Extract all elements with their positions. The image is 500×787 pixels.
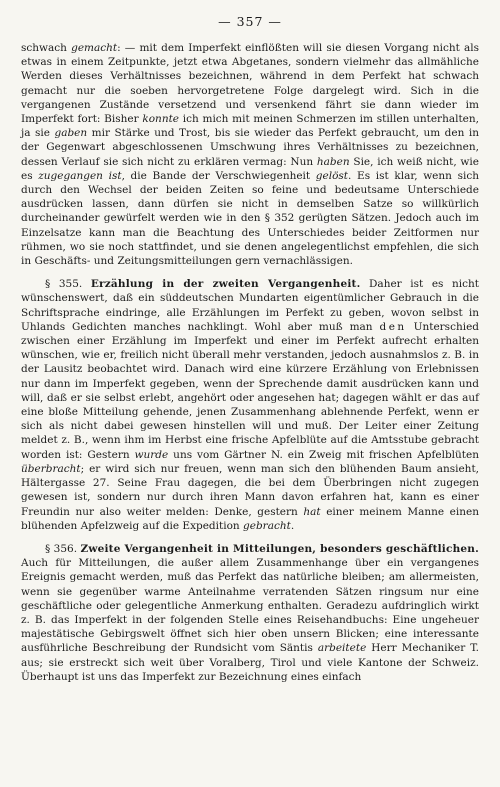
paragraph-section-355: [21, 277, 479, 533]
emphasis-text: arbeitete: [317, 642, 367, 655]
emphasis-text: wurde: [134, 448, 169, 461]
text-run: § 356.: [45, 542, 81, 555]
text-run: ich mich mit meinen Schmerzen im stillen unterhalten, ja sie: [21, 113, 479, 140]
emphasis-text: konnte: [142, 113, 180, 126]
text-run: .: [290, 519, 295, 532]
section-heading: Zweite Vergangenheit in Mitteilungen, besonders geschäftlichen.: [80, 542, 479, 555]
text-run: Sie, ich weiß nicht, wie es: [21, 155, 479, 182]
emphasis-text: überbracht: [21, 462, 81, 475]
emphasis-text: gebracht: [243, 519, 291, 532]
text-run: schwach: [21, 42, 72, 54]
text-run: mir Stärke und Trost, bis sie wieder das Perfekt gebraucht, um den in der Gegenwart abgeschlossenen Umschwung ihres Verhältnisses zu bezeichnen, dessen Verlauf sie sich nicht zu erklären vermag: Nun: [21, 127, 479, 168]
emphasis-text: gelöst: [315, 169, 349, 182]
text-run: Daher ist es nicht wünschenswert, daß ein süddeutschen Mundarten eigentümlicher Gebrauch in die Schriftsprache eindringe, alle Erzählungen im Perfekt zu geben, wovon selbst in Uhlands Gedichten manches nachklingt. Wohl aber muß man: [21, 278, 479, 333]
emphasis-text: hat: [303, 505, 321, 518]
text-run: § 355.: [45, 278, 91, 291]
page-number: — 357 —: [218, 14, 282, 29]
text-run: ; er wird sich nur freuen, wenn man sich den blühenden Baum ansieht, Hältergasse 27. Seine Frau dagegen, die bei dem Überbringen nicht zugegen gewesen ist, sondern nur durch ihren Mann davon erfahren hat, kann es einer Freundin nur also weiter melden: Denke, gestern: [21, 462, 479, 518]
emphasis-text: gemacht: [71, 42, 118, 54]
emphasis-text: den: [379, 320, 407, 333]
text-run: Herr Mechaniker T. aus; sie erstreckt sich weit über Voralberg, Tirol und viele Kantone der Schweiz. Überhaupt ist uns das Imperfekt zur Bezeichnung eines einfach: [21, 642, 479, 683]
text-run: uns vom Gärtner N. ein Zweig mit frischen Apfelblüten: [168, 448, 479, 461]
emphasis-text: haben: [316, 155, 350, 168]
paragraph-section-356: [21, 542, 479, 684]
text-run: : — mit dem Imperfekt einflößten will sie diesen Vorgang nicht als etwas in einem Zeitpunkte, jetzt etwa Abgetanes, sondern vielmehr das allmähliche Werden dieses Verhältnisses bezeichnen, während in dem Perfekt hat schwach gemacht nur die soeben hervorgetretene Folge dargelegt wird. Sich in die vergangenen Zustände versetzend und versenkend fährt sie dann wieder im Imperfekt fort: Bisher: [21, 42, 480, 126]
emphasis-text: zugegangen ist: [38, 169, 122, 182]
text-run: Auch für Mitteilungen, die außer allem Zusammenhange über ein vergangenes Ereignis gemacht werden, muß das Perfekt das natürliche bleiben; am allermeisten, wenn sie gegenüber warme Anteilnahme verratenden Sätzen ringsum nur eine geschäftliche oder gelegentliche Anmerkung enthalten. Geradezu aufdringlich wirkt z. B. das Imperfekt in der folgenden Stelle eines Reisehandbuchs: Eine ungeheuer majestätische Gebirgswelt öffnet sich hier oben unsern Blicken; eine interessante ausführliche Beschreibung der Rundsicht vom Säntis: [21, 557, 479, 655]
paragraph-continuation: [21, 41, 479, 268]
section-heading: Erzählung in der zweiten Vergangenheit.: [90, 278, 361, 291]
emphasis-text: gaben: [54, 127, 88, 140]
text-run: . Es ist klar, wenn sich durch den Wechsel der beiden Zeiten so feine und bedeutsame Unterschiede ausdrücken lassen, dann dürfen sie nicht in demselben Satze so willkürlich durcheinander gewürfelt werden wie in den § 352 gerügten Sätzen. Jedoch auch im Einzelsatze kann man die Beachtung des Unterschiedes beider Zeitformen nur rühmen, wo sie noch stattfindet, und sie denen angelegentlichst empfehlen, die sich in Geschäfts- und Zeitungsmitteilungen gern vernachlässigen.: [21, 169, 479, 268]
text-run: , die Bande der Verschwiegenheit: [121, 169, 316, 182]
text-run: Unterschied zwischen einer Erzählung im Imperfekt und einer im Perfekt aufrecht erhalten wünschen, wie er, freilich nicht überall mehr verstanden, jedoch ausnahmslos z. B. in der Lausitz beobachtet wird. Danach wird eine kürzere Erzählung von Erlebnissen nur dann im Imperfekt gegeben, wenn der Sprechende damit ausdrücken kann und will, daß er sie selbst erlebt, angehört oder angesehen hat; dagegen wählt er das auf eine bloße Mitteilung gehende, jenen Zusammenhang ablehnende Perfekt, wenn er sich als nicht dabei gewesen hinstellen will und muß. Der Leiter einer Zeitung meldet z. B., wenn ihm im Herbst eine frische Apfelblüte auf die Amtsstube gebracht worden ist: Gestern: [21, 320, 480, 461]
text-run: einer meinem Manne einen blühenden Apfelzweig auf die Expedition: [21, 505, 479, 532]
